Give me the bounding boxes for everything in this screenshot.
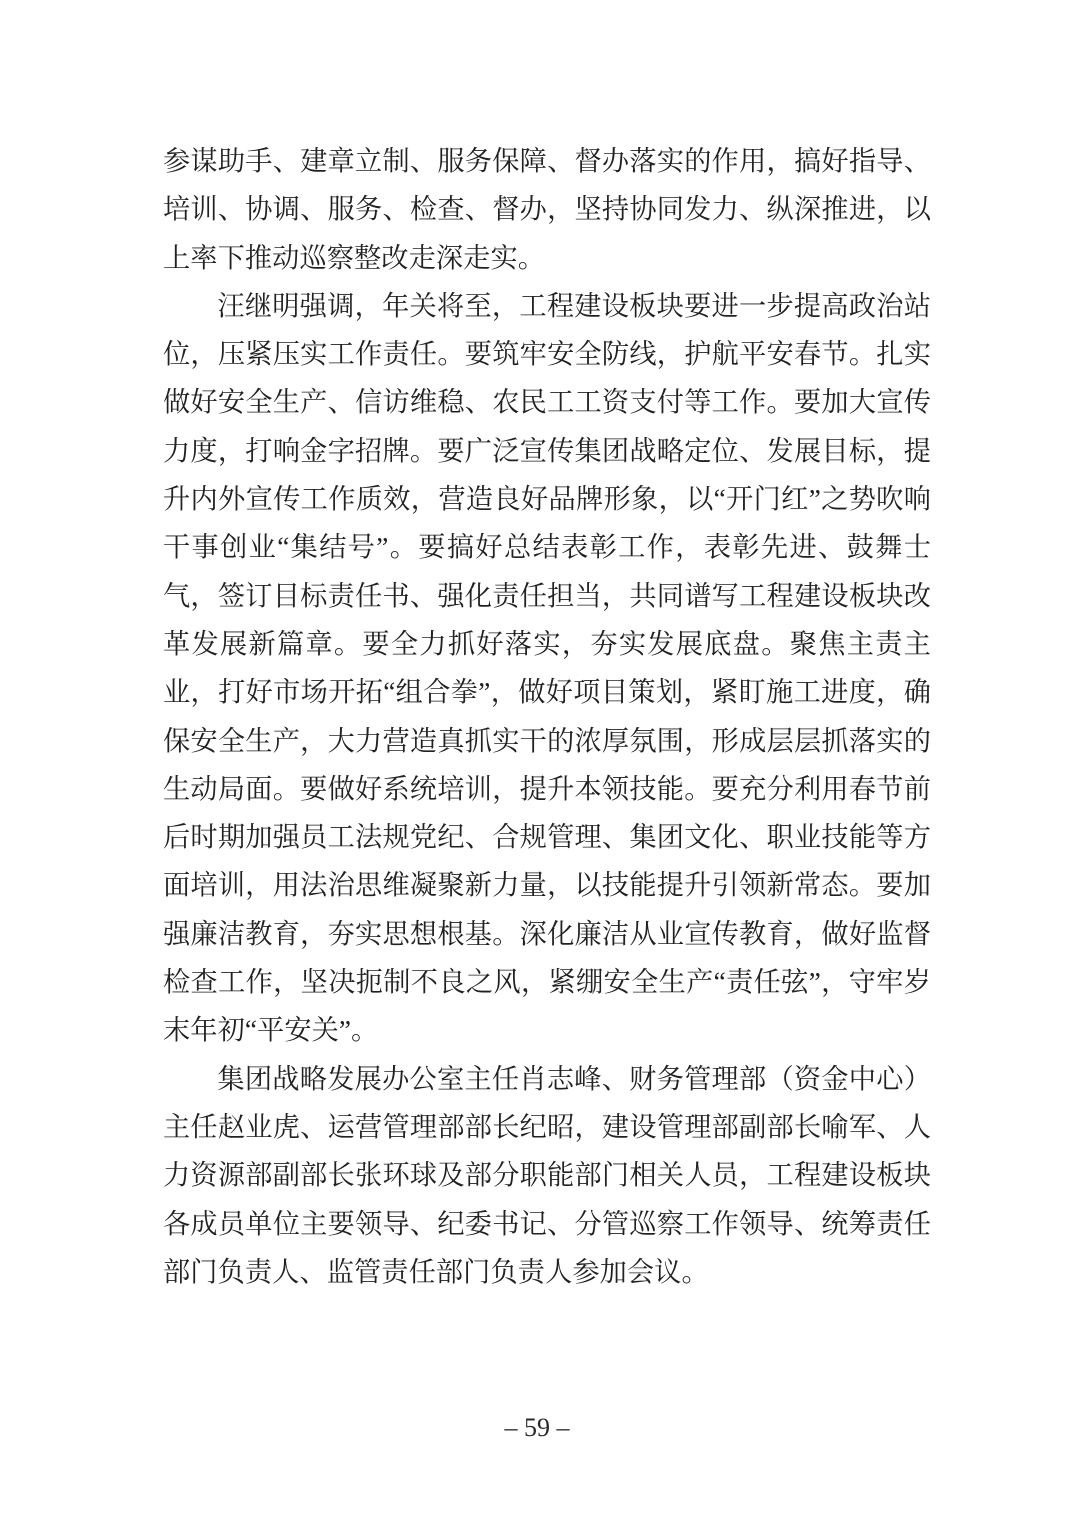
body-paragraph-attendees: 集团战略发展办公室主任肖志峰、财务管理部（资金中心）主任赵业虎、运营管理部部长纪昭，建设管理部副部长喻军、人力资源部副部长张环球及部分职能部门相关人员，工程建设板块各成员单位主要领导、纪委书记、分管巡察工作领导、统筹责任部门负责人、监管责任部门负责人参加会议。 (163, 1063, 931, 1287)
page-number: – 59 – (504, 1413, 570, 1442)
body-paragraph-remarks: 汪继明强调，年关将至，工程建设板块要进一步提高政治站位，压紧压实工作责任。要筑牢安全防线，护航平安春节。扎实做好安全生产、信访维稳、农民工工资支付等工作。要加大宣传力度，打响金字招牌。要广泛宣传集团战略定位、发展目标，提升内外宣传工作质效，营造良好品牌形象，以“开门红”之势吹响干事创业“集结号”。要搞好总结表彰工作，表彰先进、鼓舞士气，签订目标责任书、强化责任担当，共同谱写工程建设板块改革发展新篇章。要全力抓好落实，夯实发展底盘。聚焦主责主业，打好市场开拓“组合拳”，做好项目策划，紧盯施工进度，确保安全生产，大力营造真抓实干的浓厚氛围，形成层层抓落实的生动局面。要做好系统培训，提升本领技能。要充分利用春节前后时期加强员工法规党纪、合规管理、集团文化、职业技能等方面培训，用法治思维凝聚新力量，以技能提升引领新常态。要加强廉洁教育，夯实思想根基。深化廉洁从业宣传教育，做好监督检查工作，坚决扼制不良之风，紧绷安全生产“责任弦”，守牢岁末年初“平安关”。 (163, 290, 931, 1046)
document-body (163, 137, 931, 1296)
body-paragraph-continuation: 参谋助手、建章立制、服务保障、督办落实的作用，搞好指导、培训、协调、服务、检查、督办，坚持协同发力、纵深推进，以上率下推动巡察整改走深走实。 (163, 146, 931, 273)
